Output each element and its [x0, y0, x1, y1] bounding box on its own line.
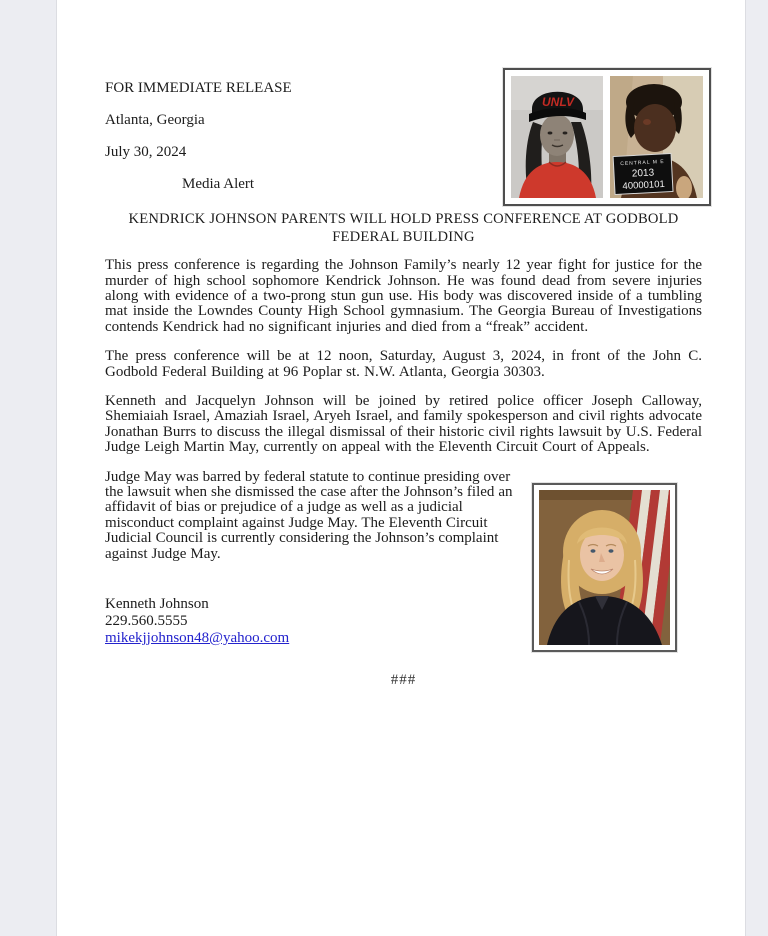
release-line: FOR IMMEDIATE RELEASE	[105, 80, 292, 96]
left-gutter	[0, 0, 57, 936]
wrap-column	[105, 470, 519, 647]
media-alert-label: Media Alert	[182, 175, 255, 192]
right-gutter	[745, 0, 768, 936]
placard-line-1: CENTRAL M E	[620, 158, 665, 168]
contact-name: Kenneth Johnson	[105, 596, 209, 613]
placard-line-3: 40000101	[622, 178, 666, 193]
dateline-date: July 30, 2024	[105, 143, 187, 160]
paragraph-event-details: The press conference will be at 12 noon, Saturday, August 3, 2024, in front of the John C. Godbold Federal Building at 96 Poplar st. N.W. Atlanta, Georgia 30303.	[105, 348, 702, 380]
paragraph-judge-may: Judge May was barred by federal statute to continue presiding over the lawsuit when she dismissed the case after the Johnson’s filed an affidavit of bias or prejudice of a judge as well as a judicial misconduct complaint against Judge May. The Eleventh Circuit Judicial Council is currently considering the Johnson’s complaint against Judge May.	[105, 468, 513, 562]
dateline-location: Atlanta, Georgia	[105, 111, 205, 128]
cap-logo-text: UNLV	[541, 95, 575, 109]
contact-email-link[interactable]: mikekjjohnson48@yahoo.com	[105, 630, 290, 647]
placard-line-2: 2013	[631, 167, 655, 180]
headline	[105, 211, 702, 246]
headline-line-1: KENDRICK JOHNSON PARENTS WILL HOLD PRESS CONFERENCE AT GODBOLD	[128, 211, 679, 228]
paragraph-background: This press conference is regarding the Johnson Family’s nearly 12 year fight for justice for the murder of high school sophomore Kendrick Johnson. He was found dead from severe injuries along with evidence of a two-prong stun gun use. His body was discovered inside of a tumbling mat inside the Lowndes County High School gymnasium. The Georgia Bureau of Investigations contends Kendrick had no significant injuries and died from a “freak” accident.	[105, 257, 702, 335]
contact-phone: 229.560.5555	[105, 613, 188, 630]
contact-block	[105, 596, 519, 647]
headline-line-2: FEDERAL BUILDING	[332, 228, 475, 245]
paragraph-participants: Kenneth and Jacquelyn Johnson will be joined by retired police officer Joseph Calloway, Shemiaiah Israel, Amaziah Israel, Aryeh Israel, and family spokesperson and civil rights advocate Jonathan Burrs to discuss the illegal dismissal of their historic civil rights lawsuit by U.S. Federal Judge Leigh Martin May, currently on appeal with the Eleventh Circuit Court of Appeals.	[105, 392, 702, 456]
end-of-release-mark: ###	[390, 672, 417, 689]
document-body	[105, 0, 702, 688]
